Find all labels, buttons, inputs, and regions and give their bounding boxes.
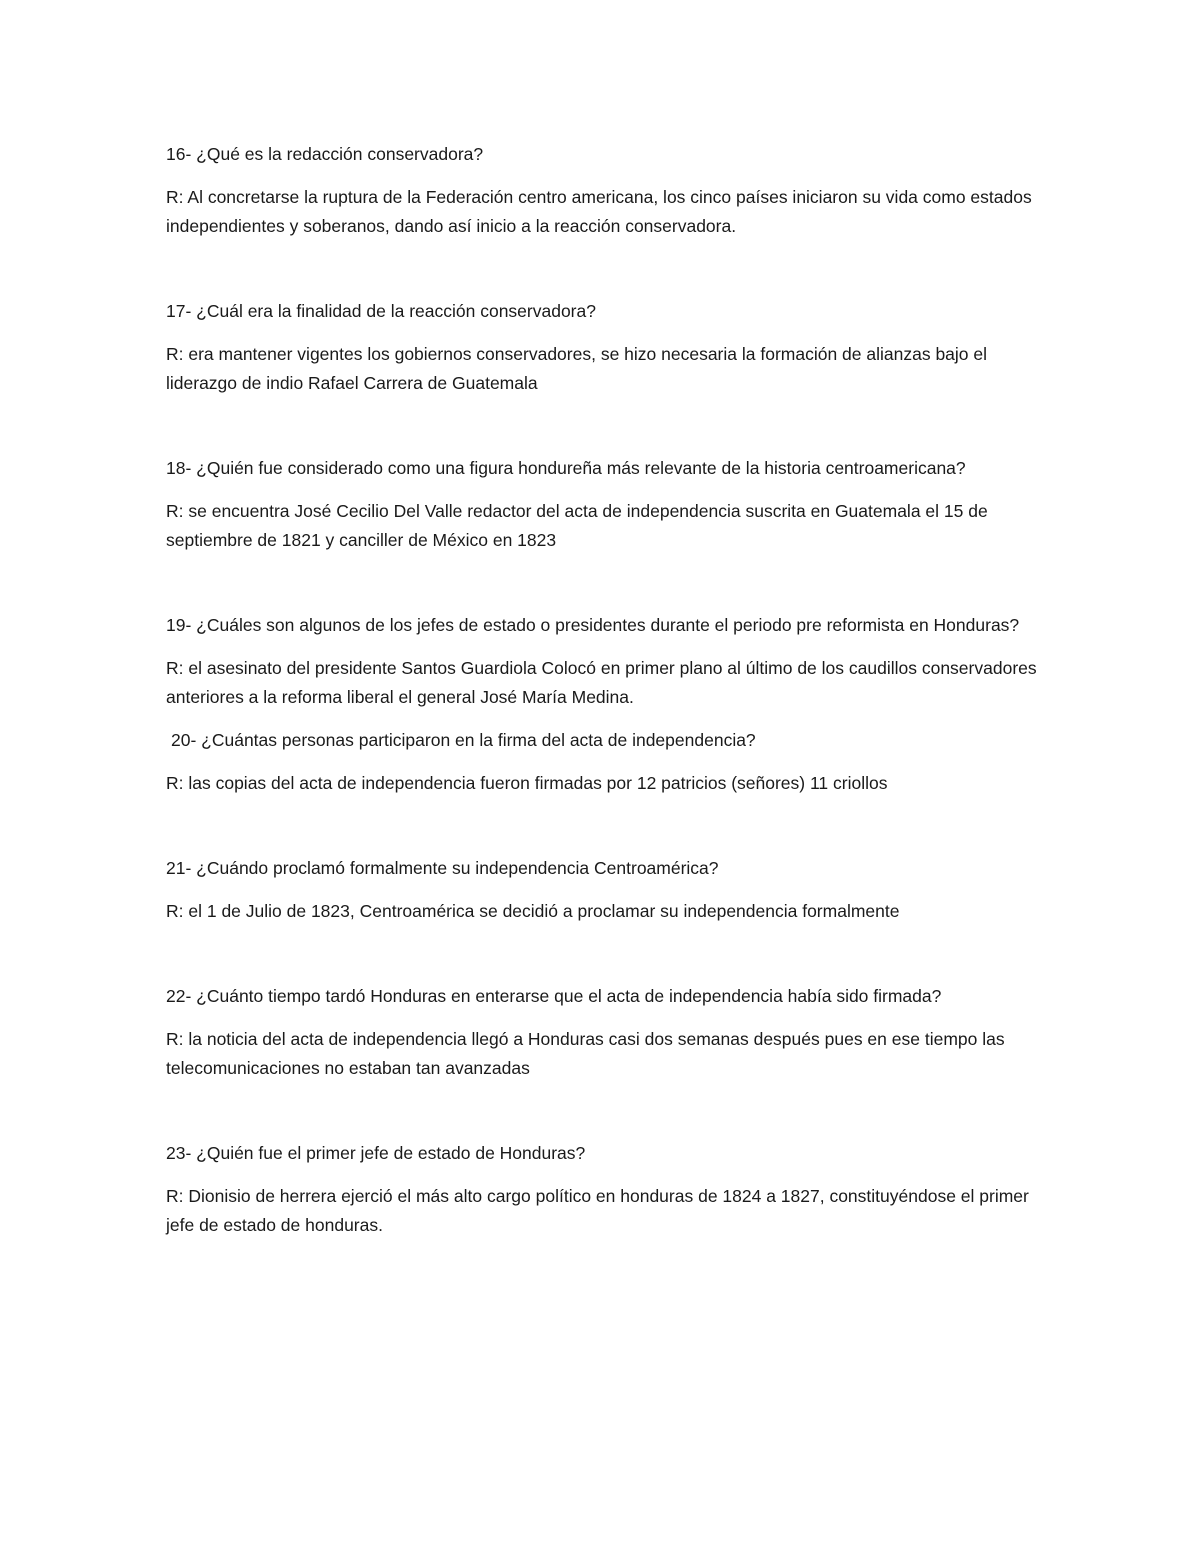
question-18: 18- ¿Quién fue considerado como una figura hondureña más relevante de la historia centroamericana? — [166, 458, 966, 478]
answer-22: R: la noticia del acta de independencia llegó a Honduras casi dos semanas después pues en ese tiempo las telecomunicaciones no estaban tan avanzadas — [166, 1029, 1005, 1078]
qa-item-17 — [166, 297, 1046, 398]
question-20: 20- ¿Cuántas personas participaron en la firma del acta de independencia? — [171, 730, 756, 750]
qa-item-20 — [166, 726, 1046, 798]
answer-23: R: Dionisio de herrera ejerció el más alto cargo político en honduras de 1824 a 1827, constituyéndose el primer jefe de estado de honduras. — [166, 1186, 1029, 1235]
question-17: 17- ¿Cuál era la finalidad de la reacción conservadora? — [166, 301, 596, 321]
question-19: 19- ¿Cuáles son algunos de los jefes de estado o presidentes durante el periodo pre reformista en Honduras? — [166, 615, 1020, 635]
question-16: 16- ¿Qué es la redacción conservadora? — [166, 144, 484, 164]
question-23: 23- ¿Quién fue el primer jefe de estado de Honduras? — [166, 1143, 586, 1163]
question-22: 22- ¿Cuánto tiempo tardó Honduras en enterarse que el acta de independencia había sido firmada? — [166, 986, 942, 1006]
answer-17: R: era mantener vigentes los gobiernos conservadores, se hizo necesaria la formación de alianzas bajo el liderazgo de indio Rafael Carrera de Guatemala — [166, 344, 988, 393]
answer-19: R: el asesinato del presidente Santos Guardiola Colocó en primer plano al último de los caudillos conservadores anteriores a la reforma liberal el general José María Medina. — [166, 658, 1037, 707]
qa-item-16 — [166, 140, 1046, 241]
qa-item-18 — [166, 454, 1046, 555]
qa-item-19 — [166, 611, 1046, 712]
qa-item-21 — [166, 854, 1046, 926]
qa-item-22 — [166, 982, 1046, 1083]
answer-20: R: las copias del acta de independencia fueron firmadas por 12 patricios (señores) 11 criollos — [166, 773, 888, 793]
qa-item-23 — [166, 1139, 1046, 1240]
question-21: 21- ¿Cuándo proclamó formalmente su independencia Centroamérica? — [166, 858, 719, 878]
answer-18: R: se encuentra José Cecilio Del Valle redactor del acta de independencia suscrita en Guatemala el 15 de septiembre de 1821 y canciller de México en 1823 — [166, 501, 988, 550]
answer-21: R: el 1 de Julio de 1823, Centroamérica se decidió a proclamar su independencia formalmente — [166, 901, 900, 921]
document-content — [166, 140, 1046, 1240]
answer-16: R: Al concretarse la ruptura de la Federación centro americana, los cinco países iniciaron su vida como estados independientes y soberanos, dando así inicio a la reacción conservadora. — [166, 187, 1032, 236]
